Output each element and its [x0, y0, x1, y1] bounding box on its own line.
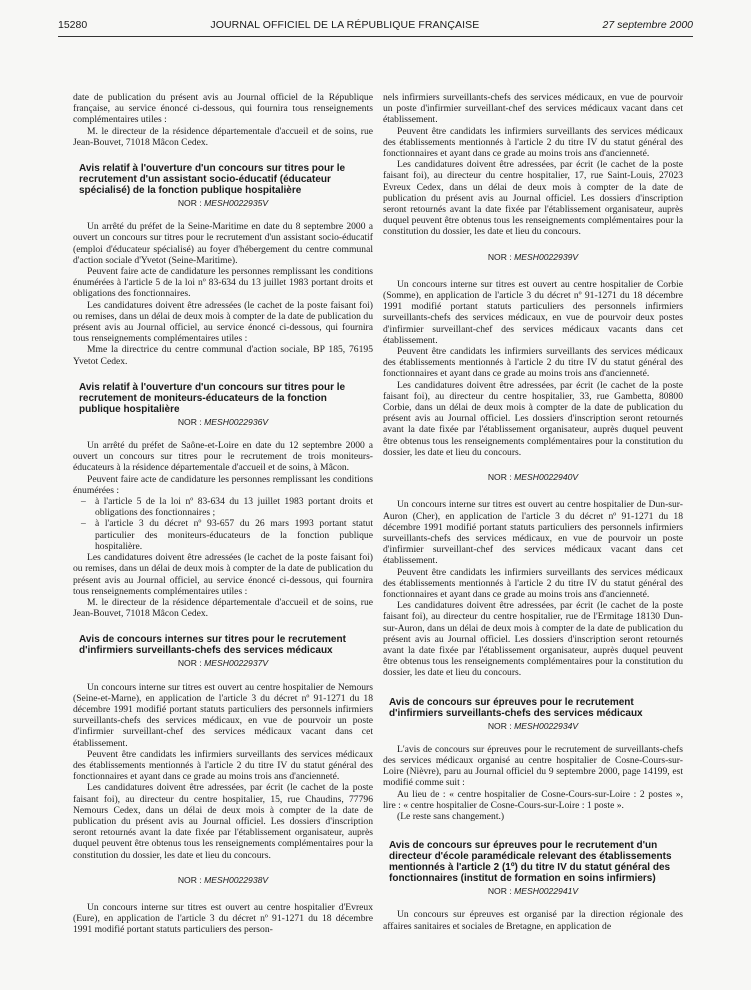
journal-title: JOURNAL OFFICIEL DE LA RÉPUBLIQUE FRANÇAISE	[210, 19, 480, 31]
nor-reference: NOR : MESH0022937V	[177, 658, 269, 669]
nor-reference: NOR : MESH0022936V	[177, 416, 269, 427]
notice-paragraph: Au lieu de : « centre hospitalier de Cosne-Cours-sur-Loire : 2 postes », lire : « centre hospitalier de Cosne-Cours-sur-Loire : 1 poste ».	[383, 788, 683, 811]
notice-paragraph: Un arrêté du préfet de Saône-et-Loire en date du 12 septembre 2000 a ouvert un concours sur titres pour le recrutement de trois moniteurs-éducateurs à la résidence départementale d'accueil et de soins, à Mâcon.	[73, 440, 373, 474]
notice-paragraph: Peuvent être candidats les infirmiers surveillants des services médicaux des établissements mentionnés à l'article 2 du titre IV du statut général des fonctionnaires et ayant dans ce grade au moins trois ans d'ancienneté.	[383, 346, 683, 380]
notice-paragraph: (Le reste sans changement.)	[397, 810, 505, 822]
page-number: 15280	[58, 19, 88, 31]
notice-paragraph: Les candidatures doivent être adressées, par écrit (le cachet de la poste faisant foi), au directeur du centre hospitalier, 33, rue Gambetta, 80800 Corbie, dans un délai de deux mois à compter de la date de publication du présent avis au Journal officiel. Les dossiers d'inscription seront retournés avant la date fixée par l'établissement organisateur, auprès duquel peuvent être obtenus tous les renseignements complémentaires pour la constitution du dossier, les date et lieu du concours.	[383, 379, 683, 458]
notice-address: Mme la directrice du centre communal d'action sociale, BP 185, 76195 Yvetot Cedex.	[73, 344, 373, 367]
nor-reference: NOR : MESH0022939V	[487, 251, 579, 262]
intro-address: M. le directeur de la résidence départementale d'accueil et de soins, rue Jean-Bouvet, 71018 Mâcon Cedex.	[73, 125, 373, 148]
nor-reference: NOR : MESH0022938V	[177, 874, 269, 885]
notice-heading: Avis de concours internes sur titres pour le recrutement d'infirmiers surveillants-chefs des services médicaux	[79, 634, 346, 657]
notice-paragraph: L'avis de concours sur épreuves pour le recrutement de surveillants-chefs des services médicaux organisé au centre hospitalier de Cosne-Cours-sur-Loire (Nièvre), paru au Journal officiel du 9 septembre 2000, page 14199, est modifié comme suit :	[383, 743, 683, 789]
notice-paragraph: Peuvent être candidats les infirmiers surveillants des services médicaux des établissements mentionnés à l'article 2 du titre IV du statut général des fonctionnaires et ayant dans ce grade au moins trois ans d'ancienneté.	[383, 566, 683, 600]
page-header	[58, 14, 693, 37]
left-column	[73, 92, 373, 936]
notice-address: M. le directeur de la résidence départementale d'accueil et de soins, rue Jean-Bouvet, 71018 Mâcon Cedex.	[73, 596, 373, 620]
notice-paragraph: Peuvent faire acte de candidature les personnes remplissant les conditions énumérées à l'article 5 de la loi nº 83-634 du 13 juillet 1983 portant droits et obligations des fonctionnaires.	[73, 266, 373, 300]
notice-paragraph: Un concours interne sur titres est ouvert au centre hospitalier de Dun-sur-Auron (Cher), en application de l'article 3 du décret nº 91-1271 du 18 décembre 1991 modifié portant statuts particuliers des personnels infirmiers surveillants-chefs des services médicaux, en vue de pourvoir un poste d'infirmier surveillant-chef des services médicaux vacant dans cet établissement.	[383, 499, 683, 567]
notice-paragraph: Un concours sur épreuves est organisé par la direction régionale des affaires sanitaires et sociales de Bretagne, en application de	[383, 909, 683, 932]
notice-heading: Avis de concours sur épreuves pour le recrutement d'infirmiers surveillants-chefs des services médicaux	[389, 696, 643, 719]
notice-heading: Avis relatif à l'ouverture d'un concours sur titres pour le recrutement d'un assistant socio-éducatif (éducateur spécialisé) de la fonction publique hospitalière	[79, 163, 346, 197]
intro-paragraph: date de publication du présent avis au Journal officiel de la République française, au service énoncé ci-dessous, qui fournira tous renseignements complémentaires utiles :	[73, 92, 373, 126]
conditions-list	[73, 496, 373, 552]
notice-paragraph: Un concours interne sur titres est ouvert au centre hospitalier d'Evreux (Eure), en application de l'article 3 du décret nº 91-1271 du 18 décembre 1991 modifié portant statuts particuliers des person-	[73, 901, 373, 936]
notice-paragraph: Les candidatures doivent être adressées, par écrit (le cachet de la poste faisant foi), au directeur du centre hospitalier, rue de l'Ermitage 18130 Dun-sur-Auron, dans un délai de deux mois à compter de la date de publication du présent avis au Journal officiel. Les dossiers d'inscription seront retournés avant la date fixée par l'établissement organisateur, auprès duquel peuvent être obtenus tous les renseignements complémentaires pour la constitution du dossier, les date et lieu du concours.	[383, 600, 683, 679]
nor-reference: NOR : MESH0022940V	[487, 472, 579, 483]
notice-paragraph: Les candidatures doivent être adressées (le cachet de la poste faisant foi) ou remises, dans un délai de deux mois à compter de la date de publication du présent avis au Journal officiel, au service énoncé ci-dessous, qui fournira tous renseignements complémentaires utiles :	[73, 552, 373, 597]
right-column	[383, 92, 683, 932]
list-item: – à l'article 5 de la loi nº 83-634 du 13 juillet 1983 portant droits et obligations des fonctionnaires ;	[81, 496, 373, 519]
notice-paragraph: Un concours interne sur titres est ouvert au centre hospitalier de Corbie (Somme), en application de l'article 3 du décret nº 91-1271 du 18 décembre 1991 modifié portant statuts particuliers des personnels infirmiers surveillants-chefs des services médicaux, en vue de pourvoir deux postes d'infirmier surveillant-chef des services médicaux vacants dans cet établissement.	[383, 278, 683, 346]
nor-reference: NOR : MESH0022941V	[487, 886, 579, 897]
issue-date: 27 septembre 2000	[602, 19, 693, 31]
notice-paragraph: Les candidatures doivent être adressées, par écrit (le cachet de la poste faisant foi), au directeur du centre hospitalier, 15, rue Chaudins, 77796 Nemours Cedex, dans un délai de deux mois à compter de la date de publication du présent avis au Journal officiel. Les dossiers d'inscription seront retournés avant la date fixée par l'établissement organisateur, auprès duquel peuvent être obtenus tous les renseignements complémentaires pour la constitution du dossier, les date et lieu du concours.	[73, 782, 373, 861]
notice-paragraph: Peuvent faire acte de candidature les personnes remplissant les conditions énumérées :	[73, 473, 373, 496]
notice-heading: Avis relatif à l'ouverture d'un concours sur titres pour le recrutement de moniteurs-éducateurs de la fonction publique hospitalière	[79, 381, 346, 415]
notice-heading: Avis de concours sur épreuves pour le recrutement d'un directeur d'école paramédicale relevant des établissements mentionnés à l'article 2 (1º) du titre IV du statut général des fonctionnaires (institut de formation en soins infirmiers)	[389, 840, 672, 885]
notice-paragraph: nels infirmiers surveillants-chefs des services médicaux, en vue de pourvoir un poste d'infirmier surveillant-chef des services médicaux vacant dans cet établissement.	[383, 92, 683, 126]
notice-paragraph: Peuvent être candidats les infirmiers surveillants des services médicaux des établissements mentionnés à l'article 2 du titre IV du statut général des fonctionnaires et ayant dans ce grade au moins trois ans d'ancienneté.	[383, 125, 683, 160]
notice-paragraph: Peuvent être candidats les infirmiers surveillants des services médicaux des établissements mentionnés à l'article 2 du titre IV du statut général des fonctionnaires et ayant dans ce grade au moins trois ans d'ancienneté.	[73, 748, 373, 783]
nor-reference: NOR : MESH0022934V	[487, 720, 579, 731]
nor-reference: NOR : MESH0022935V	[177, 198, 269, 209]
notice-paragraph: Un concours interne sur titres est ouvert au centre hospitalier de Nemours (Seine-et-Marne), en application de l'article 3 du décret nº 91-1271 du 18 décembre 1991 modifié portant statuts particuliers des personnels infirmiers surveillants-chefs des services médicaux, en vue de pourvoir un poste d'infirmier surveillant-chef des services médicaux vacant dans cet établissement.	[73, 681, 373, 749]
list-item: – à l'article 3 du décret nº 93-657 du 26 mars 1993 portant statut particulier des moniteurs-éducateurs de la fonction publique hospitalière.	[81, 518, 373, 552]
notice-paragraph: Les candidatures doivent être adressées (le cachet de la poste faisant foi) ou remises, dans un délai de deux mois à compter de la date de publication du présent avis au Journal officiel, au service énoncé ci-dessous, qui fournira tous renseignements complémentaires utiles :	[73, 299, 373, 345]
notice-paragraph: Un arrêté du préfet de la Seine-Maritime en date du 8 septembre 2000 a ouvert un concours sur titres pour le recrutement d'un assistant socio-éducatif (emploi d'éducateur spécialisé) au foyer d'hébergement du centre communal d'action sociale d'Yvetot (Seine-Maritime).	[73, 221, 373, 266]
notice-paragraph: Les candidatures doivent être adressées, par écrit (le cachet de la poste faisant foi), au directeur du centre hospitalier, 17, rue Saint-Louis, 27023 Evreux Cedex, dans un délai de deux mois à compter de la date de publication du présent avis au Journal officiel. Les dossiers d'inscription seront retournés avant la date fixée par l'établissement organisateur, auprès duquel peuvent être obtenus tous les renseignements complémentaires pour la constitution du dossier, les date et lieu du concours.	[383, 159, 683, 238]
